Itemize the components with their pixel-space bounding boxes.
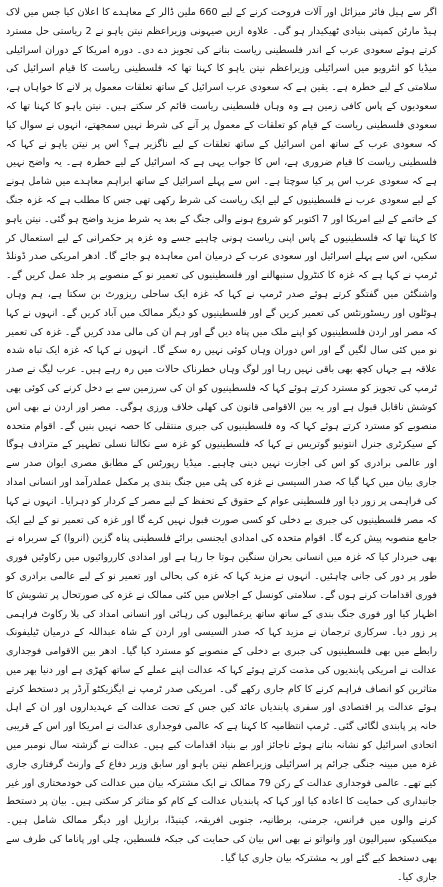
article-body: اگر سے ہیل فائر میزائل اور آلات فروخت کرنے کے لیے 660 ملین ڈالر کے معاہدے کا اعلان کیا جس میں لاک ہیڈ مارٹن کمپنی بنیادی ٹھیکیدار ہو گی۔ علاوہ ازیں صیہونی وزیراعظم نیتن یاہو نے 2 ریاستی حل مسترد کرتے ہوئے سعودی عرب کے اندر فلسطینی ریاست بنانے کی تجویز دے دی۔ دورہ امریکا کے دوران اسرائیلی میڈیا کو انٹرویو میں اسرائیلی وزیراعظم نیتن یاہو کا کہنا تھا کہ فلسطینی ریاست کا قیام اسرائیل کی سلامتی کے لیے خطرہ ہے۔ یقین ہے کہ سعودی عرب اسرائیل کے ساتھ تعلقات معمول پر لانے کا خواہاں ہے، سعودیوں کے پاس کافی زمین ہے وہ وہاں فلسطینی ریاست قائم کر سکتے ہیں۔ نیتن یاہو کا کہنا تھا کہ سعودی فلسطینی ریاست کے قیام کو تعلقات کے معمول پر آنے کی شرط نہیں سمجھتے، انہوں نے سوال کیا کہ سعودی عرب کے ساتھ امن اسرائیل کے ساتھ تعلقات کے لیے ناگزیر ہے؟ اس پر نیتن یاہو نے کہا کہ فلسطینی ریاست کا قیام ضروری ہے، اس کا جواب یہی ہے کہ اسرائیل کے لیے خطرہ ہے۔ یہ واضح نہیں ہے کہ سعودی عرب اس پر کیا سوچتا ہے۔ اس سے پہلے اسرائیل کے ساتھ ابراہم معاہدے میں شامل ہونے کے لیے سعودی عرب نے فلسطینیوں کے لیے ایک ریاست کی شرط رکھی تھی جس کا مطلب ہے کہ غزہ جنگ کے خاتمے کے لیے امریکا اور 7 اکتوبر کو شروع ہونے والی جنگ کے بعد یہ شرط مزید واضح ہو گئی۔ نیتن یاہو کا کہنا تھا کہ فلسطینیوں کے پاس اپنی ریاست ہونی چاہیے جسے وہ غزہ پر حکمرانی کے لیے استعمال کر سکیں، اس سے پہلے اسرائیل اور سعودی عرب کے درمیان امن معاہدہ ہو جائے گا۔ ادھر امریکی صدر ڈونلڈ ٹرمپ نے کہا ہے کہ غزہ کا کنٹرول سنبھالنے اور فلسطینیوں کی تعمیر نو کے منصوبے پر جلد عمل کریں گے۔ واشنگٹن میں گفتگو کرتے ہوئے صدر ٹرمپ نے کہا کہ غزہ ایک ساحلی ریزورٹ بن سکتا ہے، ہم وہاں ہوٹلوں اور ریسٹورنٹس کی تعمیر کریں گے اور فلسطینیوں کو دیگر ممالک میں آباد کریں گے۔ انہوں نے کہا کہ مصر اور اردن فلسطینیوں کو اپنے ملک میں پناہ دیں گے اور ہم ان کی مالی مدد کریں گے۔ غزہ کی تعمیر نو میں کئی سال لگیں گے اور اس دوران وہاں کوئی نہیں رہ سکے گا۔ انہوں نے کہا کہ غزہ ایک تباہ شدہ علاقہ ہے جہاں کچھ بھی باقی نہیں رہا اور لوگ وہاں خطرناک حالات میں رہ رہے ہیں۔ عرب لیگ نے صدر ٹرمپ کی تجویز کو مسترد کرتے ہوئے کہا کہ فلسطینیوں کو ان کی سرزمین سے بے دخل کرنے کی کوئی بھی کوشش ناقابل قبول ہے اور یہ بین الاقوامی قانون کی کھلی خلاف ورزی ہوگی۔ مصر اور اردن نے بھی اس منصوبے کو مسترد کرتے ہوئے کہا کہ وہ فلسطینیوں کی جبری منتقلی کا حصہ نہیں بنیں گے۔ اقوام متحدہ کے سیکرٹری جنرل انتونیو گوتریس نے کہا کہ فلسطینیوں کو غزہ سے نکالنا نسلی تطہیر کے مترادف ہوگا اور عالمی برادری کو اس کی اجازت نہیں دینی چاہیے۔ میڈیا رپورٹس کے مطابق مصری ایوان صدر سے جاری بیان میں کہا گیا کہ صدر السیسی نے غزہ کی پٹی میں جنگ بندی پر مکمل عملدرآمد اور انسانی امداد کی فراہمی پر زور دیا اور فلسطینی عوام کے حقوق کے تحفظ کے لیے مصر کے کردار کو دہرایا۔ انہوں نے کہا کہ مصر فلسطینیوں کی جبری بے دخلی کو کسی صورت قبول نہیں کرے گا اور غزہ کی تعمیر نو کے لیے ایک جامع منصوبہ پیش کرے گا۔ اقوام متحدہ کی امدادی ایجنسی برائے فلسطینی پناہ گزین (انروا) کے سربراہ نے بھی خبردار کیا کہ غزہ میں انسانی بحران سنگین ہوتا جا رہا ہے اور امدادی کارروائیوں میں رکاوٹیں فوری طور پر دور کی جانی چاہئیں۔ انہوں نے مزید کہا کہ غزہ کی بحالی اور تعمیر نو کے لیے عالمی برادری کو فوری اقدامات کرنے ہوں گے۔ سلامتی کونسل کے اجلاس میں کئی ممالک نے غزہ کی صورتحال پر تشویش کا اظہار کیا اور فوری جنگ بندی کے ساتھ ساتھ یرغمالیوں کی رہائی اور انسانی امداد کی بلا رکاوٹ فراہمی پر زور دیا۔ سرکاری ترجمان نے مزید کہا کہ صدر السیسی اور اردن کے شاہ عبداللہ کے درمیان ٹیلیفونک رابطے میں بھی فلسطینیوں کی جبری بے دخلی کے منصوبے کو مسترد کیا گیا۔ ادھر بین الاقوامی فوجداری عدالت نے امریکی پابندیوں کی مذمت کرتے ہوئے کہا کہ عدالت اپنے عملے کے ساتھ کھڑی ہے اور دنیا بھر میں متاثرین کو انصاف فراہم کرنے کا کام جاری رکھے گی۔ امریکی صدر ٹرمپ نے ایگزیکٹو آرڈر پر دستخط کرتے ہوئے عدالت پر اقتصادی اور سفری پابندیاں عائد کیں جس کے تحت عدالت کے عہدیداروں اور ان کے اہل خانہ پر پابندی لگائی گئی۔ ٹرمپ انتظامیہ کا کہنا ہے کہ عالمی فوجداری عدالت نے امریکا اور اس کے قریبی اتحادی اسرائیل کو نشانہ بناتے ہوئے ناجائز اور بے بنیاد اقدامات کیے ہیں۔ عدالت نے گزشتہ سال نومبر میں غزہ میں مبینہ جنگی جرائم پر اسرائیلی وزیراعظم نیتن یاہو اور سابق وزیر دفاع کے وارنٹ گرفتاری جاری کیے تھے۔ عالمی فوجداری عدالت کے رکن 79 ممالک نے ایک مشترکہ بیان میں عدالت کی خودمختاری اور غیر جانبداری کی حمایت کا اعادہ کیا اور کہا کہ پابندیاں عدالت کے کام کو متاثر کر سکتی ہیں۔ بیان پر دستخط کرنے والوں میں فرانس، جرمنی، برطانیہ، جنوبی افریقہ، کینیڈا، برازیل اور دیگر ممالک شامل ہیں۔ میکسیکو، سیرالیون اور وانواتو نے بھی اس بیان کی حمایت کی جبکہ فلسطین، چلی اور پاناما کی طرف سے بھی دستخط کیے گئے اور یہ مشترکہ بیان جاری کیا گیا۔ — [6, 7, 438, 864]
article-closing-line: جاری کیا۔ — [396, 871, 437, 883]
